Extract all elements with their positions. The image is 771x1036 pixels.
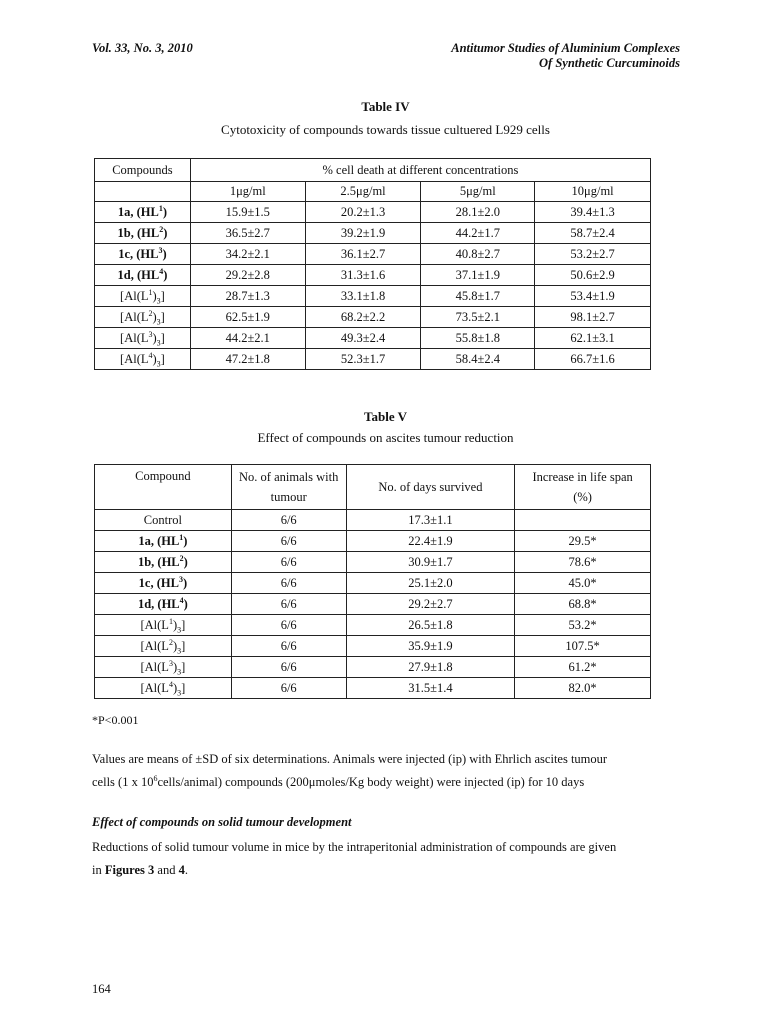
table4-cell: 34.2±2.1 [190, 244, 305, 265]
body-text-b: and [154, 863, 179, 877]
table5-cell-days: 27.9±1.8 [346, 657, 515, 678]
table4-compound-1 [95, 223, 191, 244]
compound-sub: 3 [156, 317, 161, 326]
table4-compound-2 [95, 244, 191, 265]
compound-tail: ) [152, 330, 157, 345]
values-note-line1: Values are means of ±SD of six determinations. Animals were injected (ip) with Ehrlich ascites tumour [92, 752, 608, 766]
table5-cell-ils: 29.5* [515, 531, 651, 552]
table5-header-days: No. of days survived [346, 465, 515, 510]
compound-end: ] [160, 351, 165, 366]
values-note-sup: 6 [153, 773, 158, 783]
table5-cell-ils: 68.8* [515, 594, 651, 615]
table5-cell-ils [515, 510, 651, 531]
table4-conc-3: 10μg/ml [535, 182, 651, 202]
table-row [95, 223, 651, 244]
table-row [95, 573, 651, 594]
compound-end: ] [181, 680, 186, 695]
table5-cell-animals: 6/6 [231, 636, 346, 657]
compound-sup: 1 [148, 287, 153, 297]
table4-cell: 39.4±1.3 [535, 202, 651, 223]
table4-conc-2: 5μg/ml [421, 182, 535, 202]
table4-cell: 36.1±2.7 [305, 244, 421, 265]
table-row [95, 552, 651, 573]
table5-cell-ils: 78.6* [515, 552, 651, 573]
table5-compound-4 [95, 594, 232, 615]
table5-header-ils [515, 465, 651, 510]
table-row [95, 286, 651, 307]
compound-sup: 4 [148, 350, 153, 360]
compound-tail: ) [162, 204, 168, 219]
table5-footnote: *P<0.001 [92, 713, 139, 727]
table5-cell-animals: 6/6 [231, 573, 346, 594]
table5-cell-days: 29.2±2.7 [346, 594, 515, 615]
table5-header-animals-line2: tumour [270, 490, 307, 504]
table4-header-compounds: Compounds [95, 159, 191, 182]
table4-cell: 28.7±1.3 [190, 286, 305, 307]
table5-cell-days: 25.1±2.0 [346, 573, 515, 594]
compound-sup: 3 [178, 574, 183, 584]
table-row [95, 678, 651, 699]
table5-header-ils-line1: Increase in life span [532, 470, 633, 484]
running-title-line2: Of Synthetic Curcuminoids [539, 56, 680, 70]
compound-sub: 3 [156, 359, 161, 368]
table5-cell-days: 22.4±1.9 [346, 531, 515, 552]
compound-sup: 4 [168, 679, 173, 689]
compound-tail: ) [172, 638, 178, 653]
table-row [95, 202, 651, 223]
table4-cell: 33.1±1.8 [305, 286, 421, 307]
compound-name: [Al(L [140, 638, 169, 653]
compound-sup: 2 [168, 637, 173, 647]
compound-sup: 2 [159, 224, 164, 234]
compound-name: 1d, (HL [117, 267, 160, 282]
table4-cell: 62.5±1.9 [190, 307, 305, 328]
table5-cell-animals: 6/6 [231, 678, 346, 699]
table4-header-group: % cell death at different concentrations [190, 159, 650, 182]
table4-conc-1: 2.5μg/ml [305, 182, 421, 202]
table-row [95, 657, 651, 678]
values-note-b1: cells (1 x 10 [92, 775, 154, 789]
table5-cell-animals: 6/6 [231, 594, 346, 615]
compound-tail: ) [163, 225, 168, 240]
compound-tail: ) [172, 680, 178, 695]
table4-compound-6 [95, 328, 191, 349]
body-paragraph-line2 [92, 859, 692, 882]
table4-cell: 47.2±1.8 [190, 349, 305, 370]
table5-cell-ils: 61.2* [515, 657, 651, 678]
compound-name: [Al(L [120, 309, 149, 324]
body-paragraph [92, 836, 692, 882]
table5-compound-1 [95, 531, 232, 552]
compound-tail: ) [172, 659, 178, 674]
compound-tail: ) [183, 596, 188, 611]
table4-cell: 39.2±1.9 [305, 223, 421, 244]
journal-volume: Vol. 33, No. 3, 2010 [92, 41, 193, 55]
table4-cell: 28.1±2.0 [421, 202, 535, 223]
compound-sub: 3 [156, 338, 161, 347]
table4-cell: 58.4±2.4 [421, 349, 535, 370]
table5-cell-ils: 45.0* [515, 573, 651, 594]
table-row [95, 510, 651, 531]
compound-name: [Al(L [140, 680, 169, 695]
values-note-b2: cells/animal) compounds (200μmoles/Kg body weight) were injected (ip) for 10 days [157, 775, 585, 789]
compound-end: ] [181, 617, 186, 632]
compound-name: 1d, (HL [137, 596, 180, 611]
table5-label: Table V [364, 409, 407, 424]
compound-tail: ) [183, 533, 188, 548]
compound-sub: 3 [177, 646, 182, 655]
values-note [92, 748, 692, 794]
compound-name: Control [143, 512, 182, 527]
table4-cell: 49.3±2.4 [305, 328, 421, 349]
compound-tail: ) [152, 309, 157, 324]
table4-header-blank [95, 182, 191, 202]
compound-tail: ) [152, 351, 157, 366]
table4-cell: 62.1±3.1 [535, 328, 651, 349]
table5-cell-ils: 107.5* [515, 636, 651, 657]
compound-name: [Al(L [120, 330, 149, 345]
compound-sup: 2 [148, 308, 153, 318]
table5-header-animals [231, 465, 346, 510]
compound-end: ] [181, 659, 186, 674]
body-text-a: in [92, 863, 105, 877]
table4-cell: 44.2±2.1 [190, 328, 305, 349]
table5-compound-8 [95, 678, 232, 699]
table4 [94, 158, 651, 370]
table4-cell: 36.5±2.7 [190, 223, 305, 244]
compound-sup: 3 [158, 245, 163, 255]
table4-cell: 98.1±2.7 [535, 307, 651, 328]
compound-name: 1a, (HL [138, 533, 180, 548]
table4-cell: 66.7±1.6 [535, 349, 651, 370]
table5-cell-days: 17.3±1.1 [346, 510, 515, 531]
table5-header-compound: Compound [95, 465, 232, 510]
table5-cell-animals: 6/6 [231, 510, 346, 531]
values-note-line2 [92, 771, 692, 794]
table4-cell: 58.7±2.4 [535, 223, 651, 244]
table4-cell: 53.2±2.7 [535, 244, 651, 265]
compound-name: [Al(L [140, 659, 169, 674]
table-row [95, 594, 651, 615]
table5-compound-6 [95, 636, 232, 657]
running-title [451, 41, 680, 71]
compound-sup: 3 [168, 658, 173, 668]
compound-sub: 3 [156, 296, 161, 305]
compound-tail: ) [152, 288, 157, 303]
table5-cell-animals: 6/6 [231, 615, 346, 636]
compound-sup: 4 [179, 595, 184, 605]
table4-compound-0 [95, 202, 191, 223]
compound-name: 1b, (HL [117, 225, 160, 240]
table5-header-animals-line1: No. of animals with [239, 470, 339, 484]
compound-name: 1b, (HL [137, 554, 180, 569]
page-number: 164 [92, 982, 111, 996]
compound-end: ] [160, 309, 165, 324]
table-row [95, 307, 651, 328]
table4-cell: 53.4±1.9 [535, 286, 651, 307]
table5-cell-days: 35.9±1.9 [346, 636, 515, 657]
running-title-line1: Antitumor Studies of Aluminium Complexes [451, 41, 680, 55]
table4-compound-7 [95, 349, 191, 370]
table-row [95, 531, 651, 552]
table5-cell-ils: 53.2* [515, 615, 651, 636]
table-row [95, 244, 651, 265]
table-row [95, 349, 651, 370]
compound-end: ] [160, 288, 165, 303]
compound-sup: 4 [159, 266, 164, 276]
compound-sup: 1 [179, 532, 184, 542]
table5-cell-days: 26.5±1.8 [346, 615, 515, 636]
table5-cell-ils: 82.0* [515, 678, 651, 699]
table-row [95, 328, 651, 349]
compound-sup: 2 [179, 553, 184, 563]
figure-ref-4: 4 [178, 863, 185, 877]
section-heading: Effect of compounds on solid tumour development [92, 815, 352, 829]
table4-compound-4 [95, 286, 191, 307]
compound-sub: 3 [177, 688, 182, 697]
table4-cell: 50.6±2.9 [535, 265, 651, 286]
table4-cell: 37.1±1.9 [421, 265, 535, 286]
compound-name: [Al(L [140, 617, 169, 632]
compound-sub: 3 [177, 667, 182, 676]
table5-compound-3 [95, 573, 232, 594]
table4-compound-3 [95, 265, 191, 286]
body-text-c: . [184, 863, 188, 877]
table4-cell: 29.2±2.8 [190, 265, 305, 286]
compound-tail: ) [183, 554, 188, 569]
compound-tail: ) [172, 617, 178, 632]
table4-cell: 20.2±1.3 [305, 202, 421, 223]
compound-name: 1c, (HL [118, 246, 159, 261]
compound-name: 1c, (HL [138, 575, 179, 590]
table5-header-ils-line2: (%) [573, 490, 592, 504]
table-row [95, 615, 651, 636]
compound-tail: ) [162, 246, 167, 261]
table4-cell: 40.8±2.7 [421, 244, 535, 265]
table5-cell-animals: 6/6 [231, 531, 346, 552]
figure-ref-3: Figures 3 [104, 863, 155, 877]
table5-cell-days: 31.5±1.4 [346, 678, 515, 699]
compound-tail: ) [182, 575, 188, 590]
table5-cell-days: 30.9±1.7 [346, 552, 515, 573]
compound-sub: 3 [177, 625, 182, 634]
compound-name: 1a, (HL [117, 204, 159, 219]
table4-cell: 68.2±2.2 [305, 307, 421, 328]
compound-sup: 3 [148, 329, 153, 339]
table-row [95, 636, 651, 657]
table4-cell: 31.3±1.6 [305, 265, 421, 286]
compound-end: ] [181, 638, 186, 653]
table5-compound-0 [95, 510, 232, 531]
table5-cell-animals: 6/6 [231, 552, 346, 573]
table5-caption: Effect of compounds on ascites tumour reduction [257, 430, 514, 445]
table4-cell: 73.5±2.1 [421, 307, 535, 328]
compound-sup: 1 [158, 203, 163, 213]
compound-name: [Al(L [120, 351, 149, 366]
table4-cell: 45.8±1.7 [421, 286, 535, 307]
table5-compound-7 [95, 657, 232, 678]
table4-cell: 55.8±1.8 [421, 328, 535, 349]
compound-name: [Al(L [120, 288, 149, 303]
compound-sup: 1 [168, 616, 173, 626]
table4-cell: 52.3±1.7 [305, 349, 421, 370]
table5-cell-animals: 6/6 [231, 657, 346, 678]
table5-compound-2 [95, 552, 232, 573]
table4-conc-0: 1μg/ml [190, 182, 305, 202]
table4-cell: 15.9±1.5 [190, 202, 305, 223]
table4-compound-5 [95, 307, 191, 328]
table4-caption: Cytotoxicity of compounds towards tissue cultuered L929 cells [221, 122, 550, 137]
table-row [95, 265, 651, 286]
table4-cell: 44.2±1.7 [421, 223, 535, 244]
table4-label: Table IV [361, 99, 410, 114]
compound-end: ] [160, 330, 165, 345]
table5-compound-5 [95, 615, 232, 636]
compound-tail: ) [163, 267, 168, 282]
table5 [94, 464, 651, 699]
body-paragraph-line1: Reductions of solid tumour volume in mice by the intraperitonial administration of compounds are given [92, 840, 617, 854]
